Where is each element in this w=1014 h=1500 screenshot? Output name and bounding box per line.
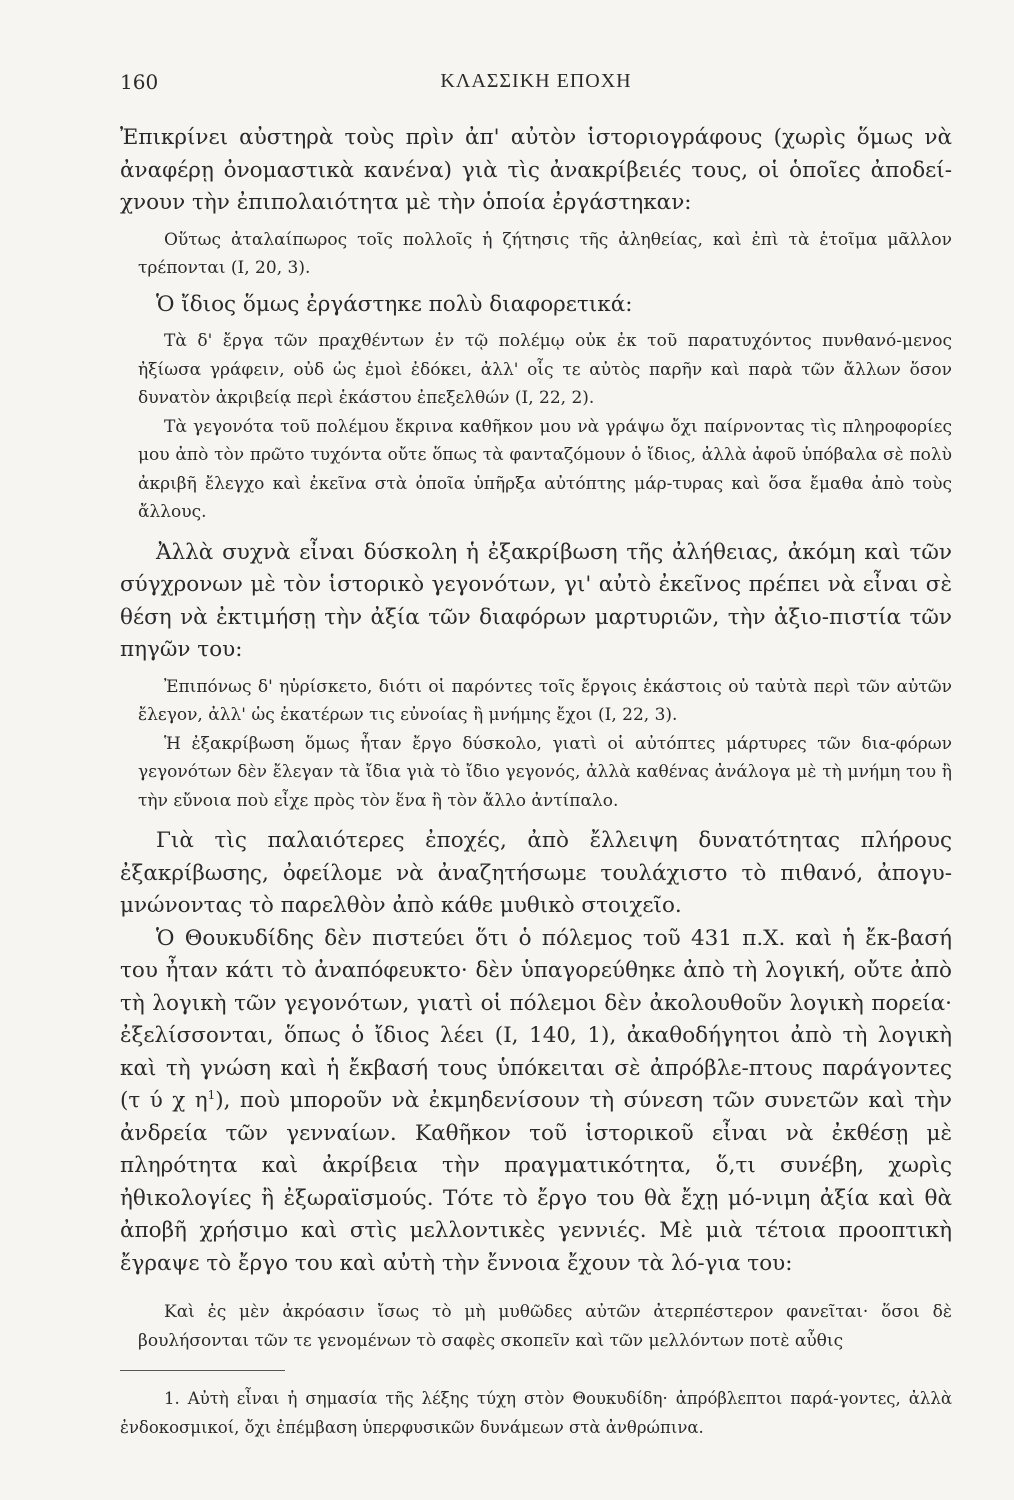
ancient-quote-3: Ἐπιπόνως δ' ηὑρίσκετο, διότι οἱ παρόντες τοῖς ἔργοις ἑκάστοις οὐ ταὐτὰ περὶ τῶν αὐτῶν ἔλεγον, ἀλλ' ὡς ἑκατέρων τις εὐνοίας ἢ μνήμης ἔχοι (Ι, 22, 3). <box>138 676 952 725</box>
paragraph-text-part-1: Ὁ Θουκυδίδης δὲν πιστεύει ὅτι ὁ πόλεμος τοῦ 431 π.Χ. καὶ ἡ ἔκ-βασή του ἦταν κάτι τὸ ἀναπόφευκτο· δὲν ὑπαγορεύθηκε ἀπὸ τὴ λογική, οὔτε ἀπὸ τὴ λογικὴ τῶν γεγονότων, γιατὶ οἱ πόλεμοι δὲν ἀκολουθοῦν λογικὴ πορεία· ἐξελίσσονται, ὅπως ὁ ἴδιος λέει (Ι, 140, 1), ἀκαθοδήγητοι ἀπὸ τὴ λογικὴ καὶ τὴ γνώση καὶ ἡ ἔκβασή τους ὑπόκειται σὲ ἀπρόβλε-πτους παράγοντες ( <box>120 925 952 1113</box>
paragraph-difficulty: Ἀλλὰ συχνὰ εἶναι δύσκολη ἡ ἐξακρίβωση τῆς ἀλήθειας, ἀκόμη καὶ τῶν σύγχρονων μὲ τὸν ἱστορικὸ γεγονότων, γι' αὐτὸ ἐκεῖνος πρέπει νὰ εἶναι σὲ θέση νὰ ἐκτιμήσῃ τὴν ἀξία τῶν διαφόρων μαρτυριῶν, τὴν ἀξιο-πιστία τῶν πηγῶν του: <box>120 539 952 662</box>
translation-quote-3: Ἡ ἐξακρίβωση ὅμως ἦταν ἔργο δύσκολο, γιατὶ οἱ αὐτόπτες μάρτυρες τῶν δια-φόρων γεγονότων δὲν ἔλεγαν τὰ ἴδια γιὰ τὸ ἴδιο γεγονός, ἀλλὰ καθένας ἀνάλογα μὲ τὴ μνήμη του ἢ τὴν εὔνοια ποὺ εἶχε πρὸς τὸν ἕνα ἢ τὸν ἄλλο ἀντίπαλο. <box>138 733 952 811</box>
paragraph-thucydides-war <box>120 923 952 1281</box>
footnote-reference[interactable]: 1 <box>207 1087 216 1102</box>
paragraph-older-eras: Γιὰ τὶς παλαιότερες ἐποχές, ἀπὸ ἔλλειψη δυνατότητας πλήρους ἐξακρίβωσης, ὀφείλομε νὰ ἀναζητήσωμε τουλάχιστο τὸ πιθανό, ἀπογυ-μνώνοντας τὸ παρελθὸν ἀπὸ κάθε μυθικὸ στοιχεῖο. <box>120 828 952 918</box>
paragraph-method: Ὁ ἴδιος ὅμως ἐργάστηκε πολὺ διαφορετικά: <box>156 291 633 317</box>
running-title: ΚΛΑΣΣΙΚΗ ΕΠΟΧΗ <box>440 70 632 92</box>
ancient-quote-4: Καὶ ἐς μὲν ἀκρόασιν ἴσως τὸ μὴ μυθῶδες αὐτῶν ἀτερπέστερον φανεῖται· ὅσοι δὲ βουλήσονται τῶν τε γενομένων τὸ σαφὲς σκοπεῖν καὶ τῶν μελλόντων ποτὲ αὖθις <box>138 1302 952 1351</box>
footnote: 1. Αὐτὴ εἶναι ἡ σημασία τῆς λέξης τύχη στὸν Θουκυδίδη· ἀπρόβλεπτοι παρά-γοντες, ἀλλὰ ἐνδοκοσμικοί, ὄχι ἐπέμβαση ὑπερφυσικῶν δυνάμεων στὰ ἀνθρώπινα. <box>120 1389 952 1437</box>
book-page <box>120 70 952 1355</box>
translation-quote-2: Τὰ γεγονότα τοῦ πολέμου ἔκρινα καθῆκον μου νὰ γράψω ὄχι παίρνοντας τὶς πληροφορίες μου ἀπὸ τὸν πρῶτο τυχόντα οὔτε ὅπως τὰ φανταζόμουν ὁ ἴδιος, ἀλλὰ ἀφοῦ ὑπόβαλα σὲ πολὺ ἀκριβῆ ἔλεγχο καὶ ἐκεῖνα στὰ ὁποῖα ὑπῆρξα αὐτόπτης μάρ-τυρας καὶ ὅσα ἔμαθα ἀπὸ τοὺς ἄλλους. <box>138 416 952 522</box>
ancient-quote-1: Οὕτως ἀταλαίπωρος τοῖς πολλοῖς ἡ ζήτησις τῆς ἀληθείας, καὶ ἐπὶ τὰ ἑτοῖμα μᾶλλον τρέπονται (Ι, 20, 3). <box>138 229 952 278</box>
page-number: 160 <box>120 70 159 94</box>
paragraph-text-part-2: ), ποὺ μποροῦν νὰ ἐκμηδενίσουν τὴ σύνεση τῶν συνετῶν καὶ τὴν ἀνδρεία τῶν γενναίων. Καθῆκον τοῦ ἱστορικοῦ εἶναι νὰ ἐκθέσῃ μὲ πληρότητα καὶ ἀκρίβεια τὴν πραγματικότητα, ὅ,τι συνέβη, χωρὶς ἠθικολογίες ἢ ἐξωραϊσμούς. Τότε τὸ ἔργο του θὰ ἔχῃ μό-νιμη ἀξία καὶ θὰ ἀποβῆ χρήσιμο καὶ στὶς μελλοντικὲς γεννιές. Μὲ μιὰ τέτοια προοπτικὴ ἔγραψε τὸ ἔργο του καὶ αὐτὴ τὴν ἔννοια ἔχουν τὰ λό-για του: <box>120 1088 952 1276</box>
paragraph-critique: Ἐπικρίνει αὐστηρὰ τοὺς πρὶν ἀπ' αὐτὸν ἱστοριογράφους (χωρὶς ὅμως νὰ ἀναφέρῃ ὀνομαστικὰ κανένα) γιὰ τὶς ἀνακρίβειές τους, οἱ ὁποῖες ἀποδεί-χνουν τὴν ἐπιπολαιότητα μὲ τὴν ὁποία ἐργάστηκαν: <box>120 125 952 215</box>
ancient-quote-2: Τὰ δ' ἔργα τῶν πραχθέντων ἐν τῷ πολέμῳ οὐκ ἐκ τοῦ παρατυχόντος πυνθανό-μενος ἠξίωσα γράφειν, οὐδ ὡς ἐμοὶ ἐδόκει, ἀλλ' οἷς τε αὐτὸς παρῆν καὶ παρὰ τῶν ἄλλων ὅσον δυνατὸν ἀκριβείᾳ περὶ ἑκάστου ἐπεξελθών (Ι, 22, 2). <box>138 331 952 408</box>
page-header <box>120 70 952 106</box>
footnote-divider <box>120 1370 285 1371</box>
tyche-term: τ ύ χ η <box>128 1088 208 1113</box>
